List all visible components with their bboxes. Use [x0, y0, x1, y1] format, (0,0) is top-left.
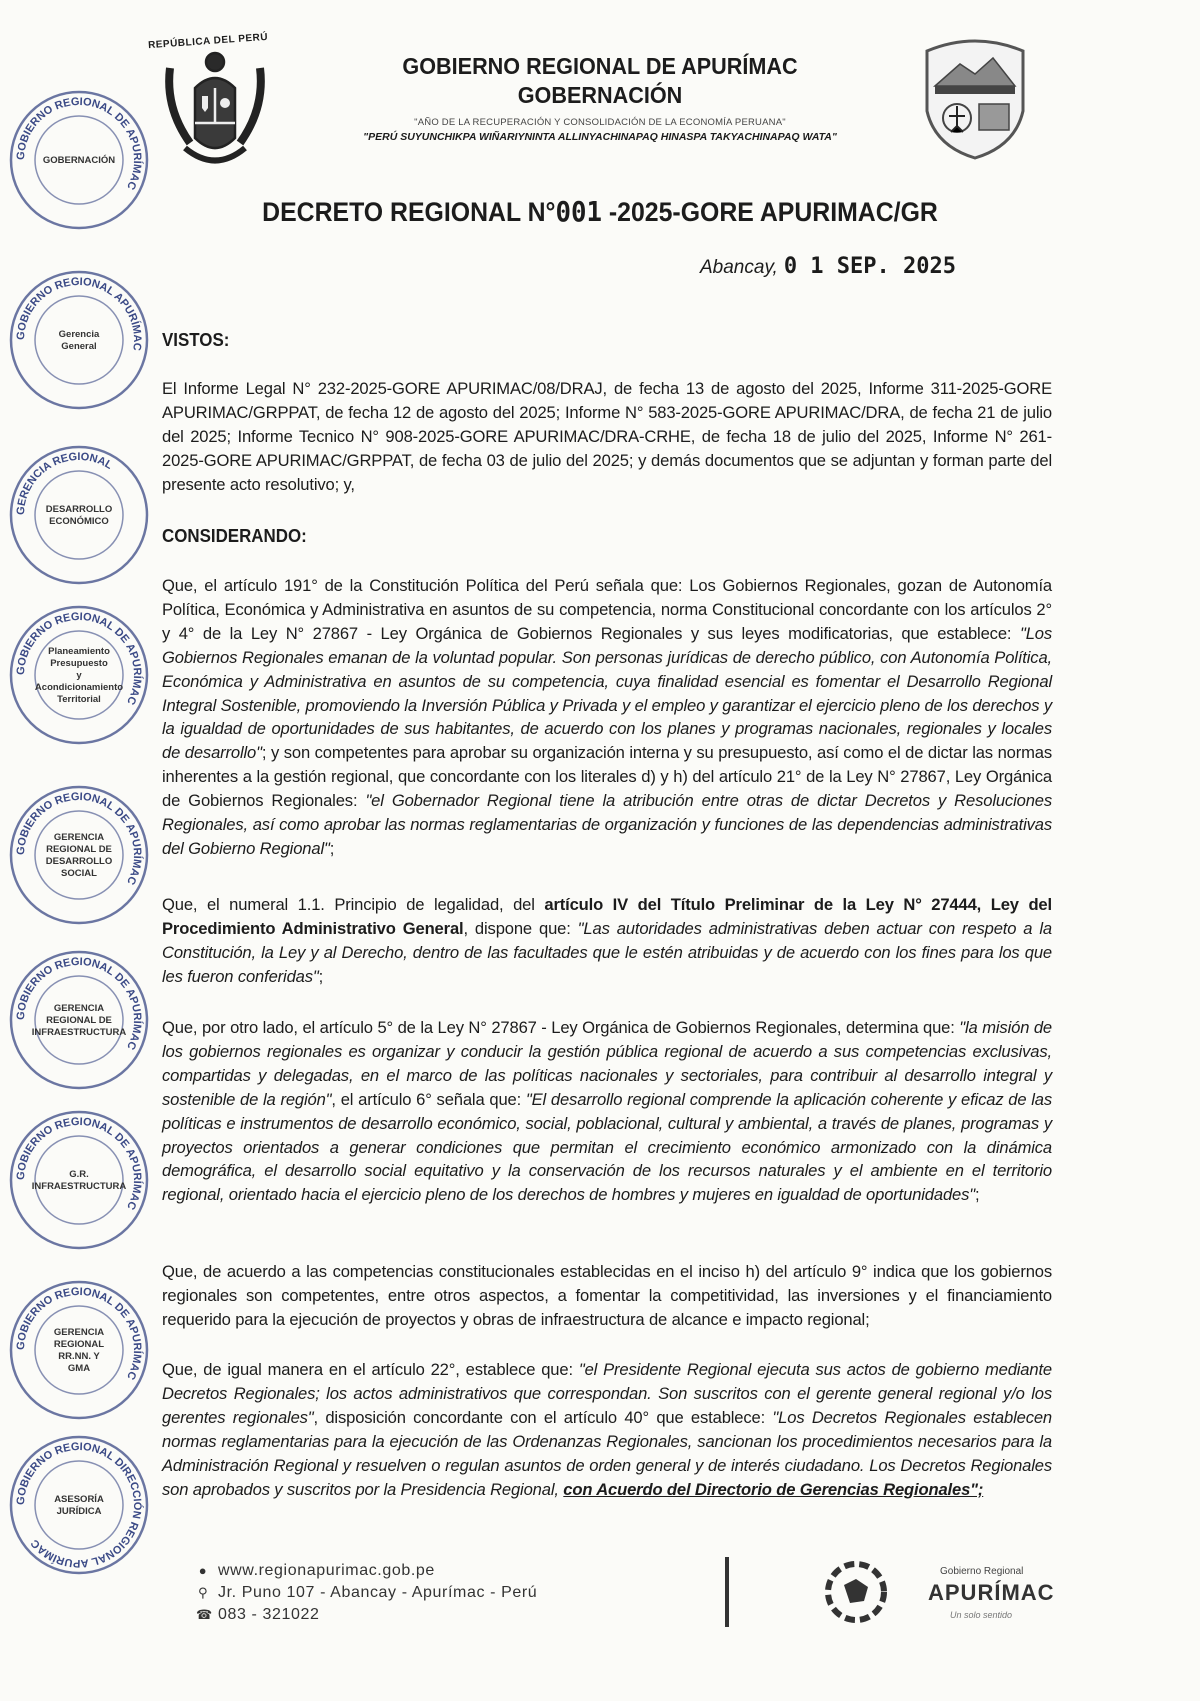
stamp-center-text: Acondicionamiento: [34, 682, 124, 693]
footer-address-row: [196, 1582, 537, 1604]
footer-website-row: [196, 1560, 537, 1582]
p3-text-e: ;: [975, 1185, 980, 1205]
p5-agreement-clause: con Acuerdo del Directorio de Gerencias Regionales";: [563, 1479, 984, 1499]
approval-stamp-4: [4, 600, 154, 750]
stamp-center-text: DESARROLLO: [45, 504, 113, 515]
stamp-center-text: Gerencia: [58, 329, 100, 340]
footer-phone-row: [196, 1604, 537, 1626]
approval-stamp-2: [4, 265, 154, 415]
republic-label: REPÚBLICA DEL PERÚ: [147, 31, 269, 52]
p3-text-a: Que, por otro lado, el artículo 5° de la Ley N° 27867 - Ley Orgánica de Gobiernos Regionales, determina que:: [162, 1018, 960, 1037]
vistos-heading: VISTOS:: [162, 330, 230, 350]
p1-quote-2: "el Gobernador Regional tiene la atribución entre otras de dictar Decretos y Resoluciones Regionales, así como aprobar las normas reglamentarias de organización y funciones de las dependencias administrativas del Gobierno Regional": [162, 791, 1052, 858]
footer-brand-label: Gobierno Regional: [940, 1566, 1024, 1577]
stamp-ring-text: GOBIERNO REGIONAL DE APURÍMAC: [14, 95, 144, 192]
p3-text-c: , el artículo 6° señala que:: [331, 1089, 526, 1109]
p2-text-c: , dispone que:: [463, 918, 578, 938]
approval-stamp-7: [4, 1105, 154, 1255]
peru-coat-of-arms-icon: [150, 48, 280, 173]
date-stamp: 0 1 SEP. 2025: [783, 254, 956, 279]
p3-quote-2: "El desarrollo regional comprende la aplicación coherente y eficaz de las políticas e instrumentos de desarrollo económico, social, poblacional, cultural y ambiental, a través de planes, programas y proyectos orientados a generar condiciones que permitan el crecimiento económico armonizado con la dinámica demográfica, el desarrollo social equitativo y la conservación de los recursos naturales y el ambiente en el territorio regional, orientado hacia el ejercicio pleno de los derechos de hombres y mujeres en igualdad de oportunidades": [162, 1089, 1053, 1205]
footer-brand-name: APURÍMAC: [928, 1580, 1055, 1605]
apurimac-regional-emblem-icon: [915, 36, 1035, 161]
decree-number: 001: [555, 195, 602, 228]
vistos-paragraph: El Informe Legal N° 232-2025-GORE APURIMAC/08/DRAJ, de fecha 13 de agosto del 2025, Informe 311-2025-GORE APURIMAC/GRPPAT, de fecha 12 de agosto del 2025; Informe N° 583-2025-GORE APURIMAC/DRA, de fecha 21 de julio del 2025; Informe Tecnico N° 908-2025-GORE APURIMAC/DRA-CRHE, de fecha 18 de julio del 2025, Informe N° 261-2025-GORE APURIMAC/GRPPAT, de fecha 03 de julio del 2025; y demás documentos que se adjuntan y forman parte del presente acto resolutivo; y,: [162, 379, 1052, 494]
stamp-ring-text: GOBIERNO REGIONAL DE APURÍMAC: [14, 955, 144, 1052]
stamp-center-text: ECONÓMICO: [49, 516, 109, 527]
stamp-center-text: G.R.: [69, 1169, 89, 1180]
stamp-center-text: Presupuesto: [50, 658, 108, 669]
p1-quote-1: "Los Gobiernos Regionales emanan de la voluntad popular. Son personas jurídicas de derecho público, con Autonomía Política, Económica y Administrativa en asuntos de su competencia, cuya finalidad esencial es fomentar el Desarrollo Regional Integral Sostenible, promoviendo la Inversión Pública y Privada y el empleo y garantizar el ejercicio pleno de los derechos y la igualdad de oportunidades de sus habitantes, de acuerdo con los planes y programas nacionales, regionales y locales de desarrollo": [162, 623, 1052, 763]
considerando-paragraph-2: [162, 893, 1052, 989]
stamp-ring-text: GOBIERNO REGIONAL DE APURÍMAC: [14, 790, 144, 887]
stamp-center-text: General: [61, 341, 97, 352]
stamp-center-text: REGIONAL DE: [46, 1015, 112, 1026]
approval-stamp-9: [4, 1430, 154, 1580]
stamp-center-text: y: [76, 670, 82, 681]
decree-title: [250, 195, 949, 228]
stamp-center-text: JURÍDICA: [56, 1506, 102, 1517]
stamp-ring-text: GERENCIA REGIONAL: [14, 450, 115, 516]
considerando-paragraph-4: Que, de acuerdo a las competencias constitucionales establecidas en el inciso h) del artículo 9° indica que los gobiernos regionales son competentes, entre otros aspectos, a fomentar la competitividad, las inversiones y el financiamiento requerido para la ejecución de proyectos y obras de infraestructura de alcance e impacto regional;: [162, 1262, 1052, 1329]
government-title-line2: GOBERNACIÓN: [517, 82, 683, 108]
stamp-ring-text: GOBIERNO REGIONAL DIRECCIÓN REGIONAL APURÍMAC: [14, 1440, 144, 1570]
considerando-paragraph-1: [162, 574, 1052, 861]
apurimac-brand-logo-icon: [816, 1557, 896, 1627]
decree-suffix: -2025-GORE APURIMAC/GR: [601, 197, 938, 227]
stamp-center-text: GOBERNACIÓN: [42, 155, 116, 166]
footer-address: Jr. Puno 107 - Abancay - Apurímac - Perú: [218, 1584, 538, 1601]
p5-text-c: , disposición concordante con el artículo 40° que establece:: [313, 1407, 773, 1427]
approval-stamp-8: [4, 1275, 154, 1425]
footer-divider: [725, 1557, 729, 1627]
stamp-ring-text: GOBIERNO REGIONAL DE APURÍMAC: [14, 610, 144, 707]
approval-stamp-3: [4, 440, 154, 590]
p2-law-reference: artículo IV del Título Preliminar de la Ley N° 27444, Ley del Procedimiento Administrativo General: [162, 895, 1052, 938]
stamp-center-text: REGIONAL DE: [46, 844, 112, 855]
stamp-center-text: DESARROLLO: [45, 856, 113, 867]
p2-text-e: ;: [318, 966, 324, 986]
stamp-center-text: Planeamiento: [48, 646, 110, 657]
p1-text-c: ; y son competentes para aprobar su organización interna y su presupuesto, así como el de dictar las normas inherentes a la gestión regional, que concordante con los literales d) y h) del artículo 21° de la Ley N° 27867, Ley Orgánica de Gobiernos Regionales:: [162, 743, 1052, 811]
p2-quote: "Las autoridades administrativas deben actuar con respeto a la Constitución, la Ley y al Derecho, dentro de las facultades que le estén atribuidas y de acuerdo con los fines para los que les fueron conferidas": [162, 918, 1052, 986]
dateline-place: Abancay,: [700, 257, 778, 278]
government-title-line1: GOBIERNO REGIONAL DE APURÍMAC: [402, 53, 798, 79]
year-motto-spanish: "AÑO DE LA RECUPERACIÓN Y CONSOLIDACIÓN DE LA ECONOMÍA PERUANA": [414, 117, 786, 128]
footer-contact: [196, 1560, 537, 1626]
considerando-paragraph-5: [162, 1358, 1052, 1501]
stamp-center-text: GMA: [67, 1363, 91, 1374]
dateline: [700, 254, 956, 279]
considerando-heading: CONSIDERANDO:: [162, 526, 307, 546]
stamp-center-text: GERENCIA: [53, 1003, 105, 1014]
p5-quote-2: "Los Decretos Regionales establecen normas reglamentarias para la ejecución de las Ordenanzas Regionales, sancionan los procedimientos necesarios para la Administración Regional y resuelven o regulan asuntos de orden general y de interés ciudadano. Los Decretos Regionales son aprobados y suscritos por la Presidencia Regional,: [162, 1407, 1052, 1499]
stamp-center-text: GERENCIA: [53, 832, 105, 843]
approval-stamp-5: [4, 780, 154, 930]
stamp-center-text: Territorial: [57, 694, 101, 705]
stamp-center-text: REGIONAL: [53, 1339, 105, 1350]
p5-text-a: Que, de igual manera en el artículo 22°, establece que:: [162, 1360, 579, 1379]
p1-text-e: ;: [329, 838, 335, 858]
stamp-center-text: SOCIAL: [61, 868, 97, 879]
year-motto-quechua: "PERÚ SUYUNCHIKPA WIÑARIYNINTA ALLINYACHINAPAQ HINASPA TAKYACHINAPAQ WATA": [363, 131, 837, 143]
footer-phone: 083 - 321022: [218, 1606, 320, 1623]
stamp-ring-text: GOBIERNO REGIONAL DE APURÍMAC: [14, 1115, 144, 1212]
approval-stamp-6: [4, 945, 154, 1095]
p3-quote-1: "la misión de los gobiernos regionales es organizar y conducir la gestión pública regional de acuerdo a sus competencias exclusivas, compartidas y delegadas, en el marco de las políticas nacionales y sectoriales, para contribuir al desarrollo integral y sostenible de la región": [162, 1018, 1053, 1109]
p5-quote-1: "el Presidente Regional ejecuta sus actos de gobierno mediante Decretos Regionales; los actos administrativos que correspondan. Son suscritos con el gerente general regional y/o los gerentes regionales": [162, 1360, 1053, 1427]
stamp-ring-text: GOBIERNO REGIONAL DE APURÍMAC: [14, 1285, 144, 1382]
considerando-paragraph-3: [162, 1016, 1052, 1207]
p2-text-a: Que, el numeral 1.1. Principio de legalidad, del: [162, 895, 545, 914]
footer-website: www.regionapurimac.gob.pe: [218, 1562, 435, 1579]
stamp-center-text: ASESORÍA: [54, 1494, 104, 1505]
footer-brand-tagline: Un solo sentido: [950, 1610, 1013, 1620]
stamp-center-text: RR.NN. Y: [58, 1351, 100, 1362]
stamp-center-text: GERENCIA: [53, 1327, 105, 1338]
phone-icon: ☎: [196, 1607, 213, 1622]
government-title: [309, 52, 892, 110]
stamp-center-text: INFRAESTRUCTURA: [31, 1181, 127, 1192]
approval-stamp-1: [4, 85, 154, 235]
globe-icon: ●: [198, 1563, 208, 1578]
location-pin-icon: ⚲: [197, 1585, 209, 1600]
stamp-center-text: INFRAESTRUCTURA: [31, 1027, 127, 1038]
stamp-ring-text: GOBIERNO REGIONAL APURÍMAC: [14, 275, 144, 352]
p1-text-a: Que, el artículo 191° de la Constitución Política del Perú señala que: Los Gobiernos Regionales, gozan de Autonomía Política, Económica y Administrativa en asuntos de su competencia, norma Constitucional concordante con los artículos 2° y 4° de la Ley N° 27867 - Ley Orgánica de Gobiernos Regionales y sus leyes modificatorias, que establece:: [162, 576, 1052, 643]
decree-prefix: DECRETO REGIONAL N°: [262, 197, 556, 227]
